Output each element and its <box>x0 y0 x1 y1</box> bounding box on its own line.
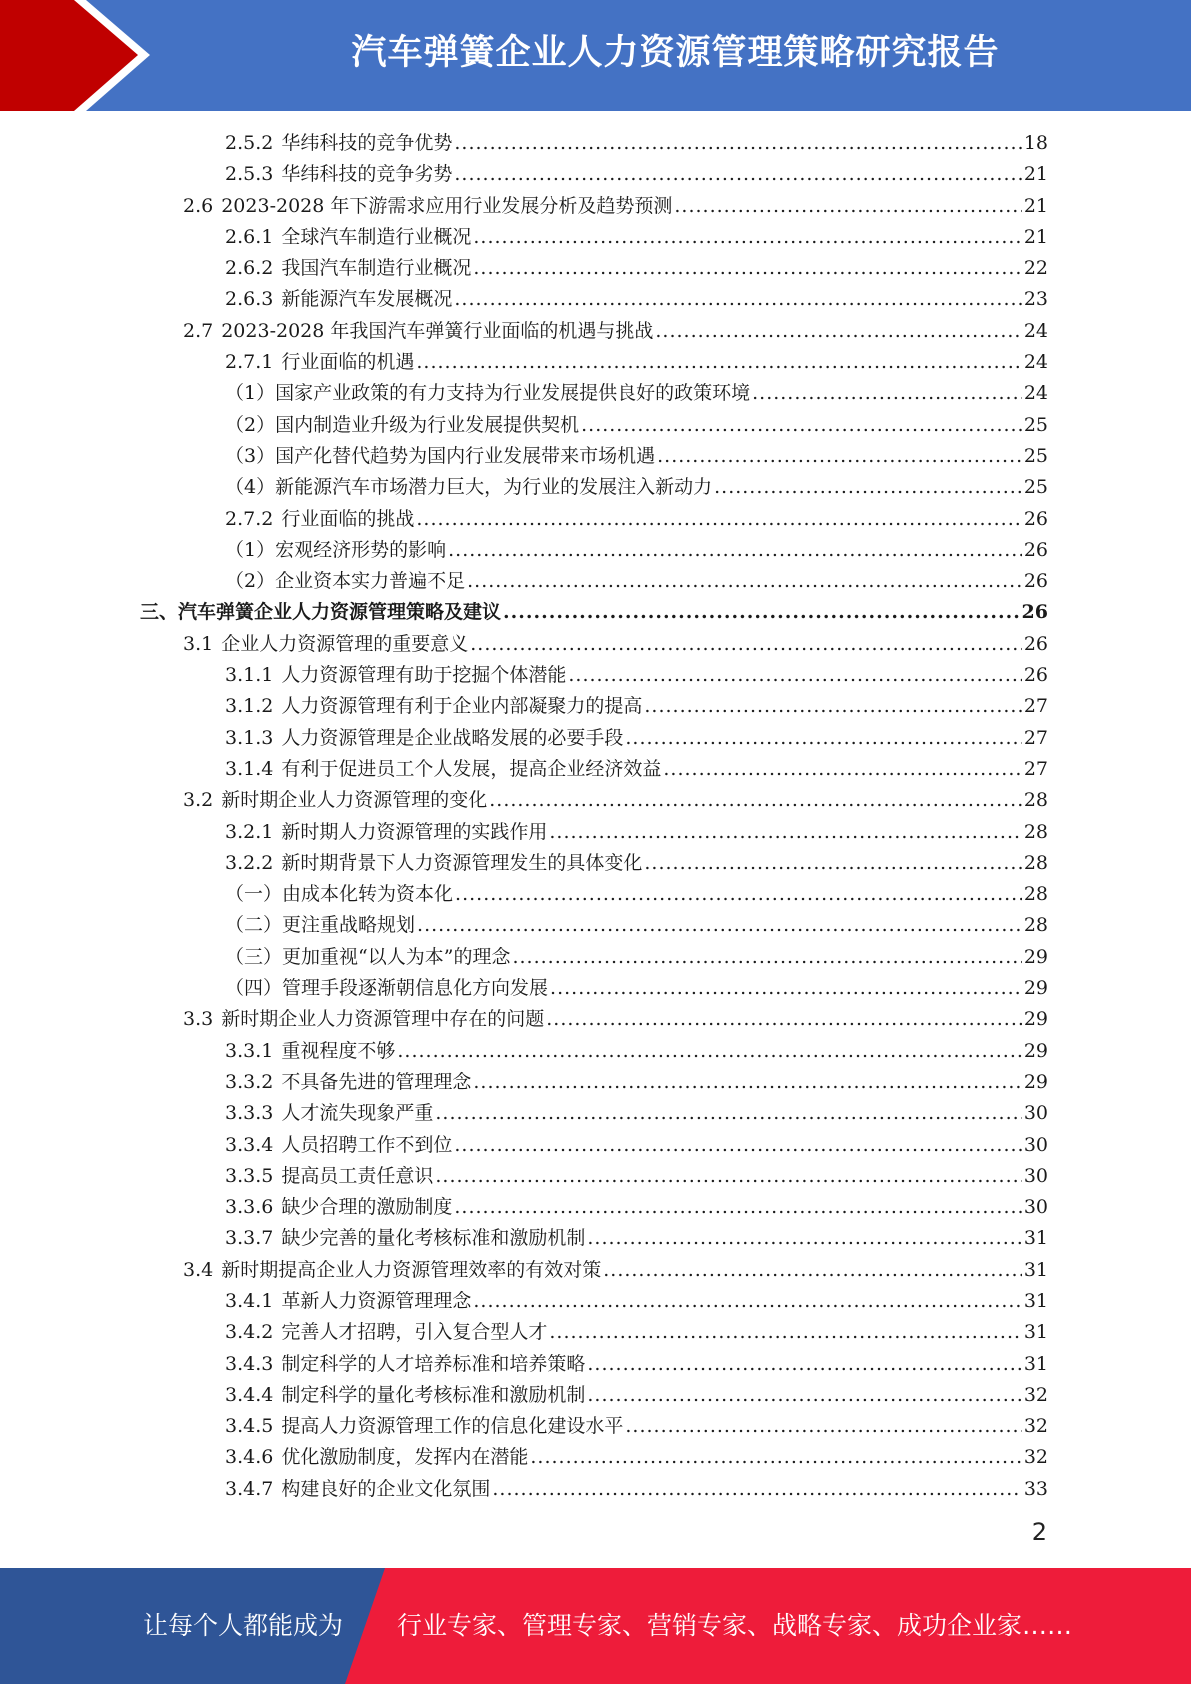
toc-entry-label: 2023-2028 年我国汽车弹簧行业面临的机遇与挑战 <box>221 319 654 342</box>
toc-entry-number: 3.1.4 <box>225 757 274 780</box>
toc-dot-leader <box>435 1098 1021 1129</box>
toc-entry-number: 2.5.3 <box>225 163 274 186</box>
toc-entry-label: 新时期企业人力资源管理的变化 <box>221 789 488 812</box>
toc-entry[interactable] <box>0 910 1191 941</box>
toc-entry[interactable] <box>0 942 1191 973</box>
toc-entry-label: 更注重战略规划 <box>282 914 416 937</box>
toc-entry-number: 3.1.3 <box>225 726 274 749</box>
toc-entry-page: 31 <box>1023 1321 1048 1344</box>
toc-dot-leader <box>714 472 1022 503</box>
toc-entry[interactable] <box>0 1286 1191 1317</box>
toc-dot-leader <box>587 1223 1021 1254</box>
toc-entry-label: 更加重视“以人为本”的理念 <box>282 945 511 968</box>
toc-entry-label: 国内制造业升级为行业发展提供契机 <box>275 413 580 436</box>
toc-entry-page: 31 <box>1023 1289 1048 1312</box>
toc-entry-label: 华纬科技的竞争劣势 <box>281 163 453 186</box>
toc-entry-label: 宏观经济形势的影响 <box>275 538 447 561</box>
toc-entry-label: 提高人力资源管理工作的信息化建设水平 <box>281 1415 624 1438</box>
toc-entry-label: 企业人力资源管理的重要意义 <box>221 632 469 655</box>
toc-entry-page: 23 <box>1023 288 1048 311</box>
toc-entry-label: 构建良好的企业文化氛围 <box>281 1477 491 1500</box>
toc-dot-leader <box>454 159 1021 190</box>
toc-entry-page: 26 <box>1021 601 1048 624</box>
toc-entry[interactable] <box>0 347 1191 378</box>
toc-entry[interactable] <box>0 817 1191 848</box>
toc-entry-label: 有利于促进员工个人发展，提高企业经济效益 <box>281 757 662 780</box>
toc-entry-number: （2） <box>225 413 276 436</box>
toc-entry-page: 22 <box>1023 257 1048 280</box>
header-chevron-arrow <box>0 0 138 111</box>
toc-entry-number: 3.4.3 <box>225 1352 274 1375</box>
toc-entry-page: 31 <box>1023 1227 1048 1250</box>
toc-entry[interactable] <box>0 785 1191 816</box>
toc-dot-leader <box>473 222 1021 253</box>
toc-dot-leader <box>397 1036 1021 1067</box>
toc-entry[interactable] <box>0 1223 1191 1254</box>
toc-entry-page: 30 <box>1023 1102 1048 1125</box>
toc-entry-page: 18 <box>1023 132 1048 154</box>
toc-entry-number: 3.2.2 <box>225 851 274 874</box>
toc-entry[interactable] <box>0 597 1191 628</box>
toc-dot-leader <box>503 597 1020 628</box>
toc-dot-leader <box>674 191 1021 222</box>
toc-dot-leader <box>448 535 1022 566</box>
toc-entry-number: 3.3 <box>183 1008 214 1031</box>
toc-entry-label: 人员招聘工作不到位 <box>281 1133 453 1156</box>
toc-entry[interactable] <box>0 1380 1191 1411</box>
toc-entry-page: 30 <box>1023 1196 1048 1219</box>
toc-entry-page: 29 <box>1023 1008 1048 1031</box>
footer-slogan-right: 行业专家、管理专家、营销专家、战略专家、成功企业家…… <box>397 1611 1073 1640</box>
toc-entry-number: 3.4.6 <box>225 1446 274 1469</box>
toc-entry-number: （三） <box>225 945 283 968</box>
toc-dot-leader <box>416 504 1021 535</box>
toc-entry-page: 28 <box>1023 851 1048 874</box>
toc-entry-number: 2.7.1 <box>225 351 274 374</box>
toc-dot-leader <box>417 910 1022 941</box>
toc-entry-label: 企业资本实力普遍不足 <box>275 570 466 593</box>
toc-entry-label: 制定科学的量化考核标准和激励机制 <box>281 1383 586 1406</box>
toc-entry-page: 28 <box>1023 914 1048 937</box>
toc-entry-label: 新能源汽车发展概况 <box>281 288 453 311</box>
toc-dot-leader <box>625 723 1021 754</box>
toc-entry-number: 3.4.4 <box>225 1383 274 1406</box>
toc-entry-number: 3.2.1 <box>225 820 274 843</box>
toc-dot-leader <box>489 785 1022 816</box>
toc-entry-number: （1） <box>225 538 276 561</box>
toc-entry-number: （2） <box>225 570 276 593</box>
toc-entry-number: 3.3.6 <box>225 1196 274 1219</box>
toc-entry[interactable] <box>0 1411 1191 1442</box>
toc-entry-number: 2.7.2 <box>225 507 274 530</box>
toc-dot-leader <box>625 1411 1021 1442</box>
toc-entry-page: 32 <box>1023 1383 1048 1406</box>
toc-entry[interactable] <box>0 660 1191 691</box>
toc-dot-leader <box>657 441 1022 472</box>
page-header <box>0 0 1191 111</box>
toc-entry[interactable] <box>0 1067 1191 1098</box>
toc-entry[interactable] <box>0 1161 1191 1192</box>
toc-entry[interactable] <box>0 1036 1191 1067</box>
toc-entry-label: 人力资源管理是企业战略发展的必要手段 <box>281 726 624 749</box>
toc-entry-label: 新时期人力资源管理的实践作用 <box>281 820 548 843</box>
toc-entry[interactable] <box>0 222 1191 253</box>
toc-entry[interactable] <box>0 1474 1191 1505</box>
toc-dot-leader <box>530 1442 1021 1473</box>
toc-dot-leader <box>587 1349 1021 1380</box>
toc-entry-label: 完善人才招聘，引入复合型人才 <box>281 1321 548 1344</box>
toc-entry-number: （二） <box>225 914 283 937</box>
toc-entry-page: 32 <box>1023 1415 1048 1438</box>
toc-entry-number: （1） <box>225 382 276 405</box>
toc-entry-page: 25 <box>1023 413 1048 436</box>
toc-entry[interactable] <box>0 159 1191 190</box>
toc-entry-number: 3.4.5 <box>225 1415 274 1438</box>
toc-entry[interactable] <box>0 1192 1191 1223</box>
toc-dot-leader <box>549 817 1021 848</box>
toc-entry-number: （3） <box>225 444 276 467</box>
toc-entry[interactable] <box>0 1442 1191 1473</box>
toc-entry[interactable] <box>0 1317 1191 1348</box>
toc-entry-label: 提高员工责任意识 <box>281 1164 434 1187</box>
toc-entry-page: 31 <box>1023 1352 1048 1375</box>
toc-entry-page: 28 <box>1023 820 1048 843</box>
toc-entry-page: 31 <box>1023 1258 1048 1281</box>
toc-entry-number: 3.4 <box>183 1258 214 1281</box>
toc-dot-leader <box>587 1380 1021 1411</box>
toc-entry-number: 3.4.1 <box>225 1289 274 1312</box>
footer-slogan-left: 让每个人都能成为 <box>143 1611 344 1640</box>
toc-entry-label: 新时期企业人力资源管理中存在的问题 <box>221 1008 545 1031</box>
toc-entry-label: 人才流失现象严重 <box>281 1102 434 1125</box>
toc-dot-leader <box>655 316 1021 347</box>
toc-entry[interactable] <box>0 566 1191 597</box>
table-of-contents <box>0 128 1191 1505</box>
toc-entry[interactable] <box>0 284 1191 315</box>
toc-entry-number: 3.1 <box>183 632 214 655</box>
toc-entry-number: 3.3.2 <box>225 1070 274 1093</box>
toc-dot-leader <box>473 1067 1021 1098</box>
toc-entry-number: （4） <box>225 476 276 499</box>
toc-dot-leader <box>454 1130 1021 1161</box>
toc-entry[interactable] <box>0 973 1191 1004</box>
toc-entry-number: 3.1.1 <box>225 664 274 687</box>
toc-entry[interactable] <box>0 128 1191 159</box>
toc-entry-page: 27 <box>1023 695 1048 718</box>
toc-entry-page: 21 <box>1023 194 1048 217</box>
toc-entry-number: 3.4.2 <box>225 1321 274 1344</box>
toc-dot-leader <box>473 253 1021 284</box>
toc-entry-page: 24 <box>1023 382 1048 405</box>
toc-entry-number: 2.6 <box>183 194 214 217</box>
toc-entry-page: 29 <box>1023 1039 1048 1062</box>
toc-entry-page: 24 <box>1023 319 1048 342</box>
toc-entry-page: 24 <box>1023 351 1048 374</box>
toc-entry-number: （一） <box>225 883 283 906</box>
toc-dot-leader <box>546 1004 1022 1035</box>
toc-dot-leader <box>644 848 1021 879</box>
toc-dot-leader <box>581 410 1022 441</box>
toc-entry-label: 我国汽车制造行业概况 <box>281 257 472 280</box>
toc-entry-label: 行业面临的挑战 <box>281 507 415 530</box>
toc-entry[interactable] <box>0 1004 1191 1035</box>
toc-dot-leader <box>752 378 1022 409</box>
toc-entry-number: 3.2 <box>183 789 214 812</box>
toc-entry-number: 三、 <box>140 601 179 624</box>
toc-entry-number: 2.5.2 <box>225 132 274 154</box>
toc-entry[interactable] <box>0 723 1191 754</box>
toc-entry-label: 革新人力资源管理理念 <box>281 1289 472 1312</box>
toc-entry[interactable] <box>0 1255 1191 1286</box>
toc-entry-page: 26 <box>1023 632 1048 655</box>
toc-entry-page: 25 <box>1023 444 1048 467</box>
toc-entry-page: 30 <box>1023 1164 1048 1187</box>
toc-dot-leader <box>416 347 1021 378</box>
toc-entry[interactable] <box>0 378 1191 409</box>
toc-entry[interactable] <box>0 754 1191 785</box>
toc-entry[interactable] <box>0 504 1191 535</box>
toc-entry-number: 3.1.2 <box>225 695 274 718</box>
toc-entry-page: 26 <box>1023 664 1048 687</box>
toc-entry-label: 重视程度不够 <box>281 1039 396 1062</box>
toc-entry-number: （四） <box>225 977 283 1000</box>
toc-entry[interactable] <box>0 1349 1191 1380</box>
toc-entry-page: 29 <box>1023 1070 1048 1093</box>
toc-entry-label: 缺少完善的量化考核标准和激励机制 <box>281 1227 586 1250</box>
toc-entry[interactable] <box>0 1130 1191 1161</box>
toc-entry-page: 29 <box>1023 945 1048 968</box>
toc-entry-page: 26 <box>1023 570 1048 593</box>
toc-entry-number: 3.3.3 <box>225 1102 274 1125</box>
toc-entry[interactable] <box>0 191 1191 222</box>
toc-entry-page: 32 <box>1023 1446 1048 1469</box>
toc-entry-number: 2.6.2 <box>225 257 274 280</box>
toc-entry-label: 华纬科技的竞争优势 <box>281 132 453 154</box>
toc-entry-number: 3.3.1 <box>225 1039 274 1062</box>
toc-entry-page: 28 <box>1023 789 1048 812</box>
toc-entry[interactable] <box>0 848 1191 879</box>
toc-entry-label: 2023-2028 年下游需求应用行业发展分析及趋势预测 <box>221 194 673 217</box>
toc-entry-page: 28 <box>1023 883 1048 906</box>
toc-entry[interactable] <box>0 316 1191 347</box>
toc-entry-number: 2.7 <box>183 319 214 342</box>
page-number: 2 <box>1031 1518 1047 1546</box>
report-title: 汽车弹簧企业人力资源管理策略研究报告 <box>351 33 1000 73</box>
toc-dot-leader <box>470 629 1022 660</box>
toc-entry-label: 由成本化转为资本化 <box>282 883 454 906</box>
toc-entry-label: 全球汽车制造行业概况 <box>281 225 472 248</box>
toc-dot-leader <box>454 128 1021 159</box>
toc-entry-number: 3.3.7 <box>225 1227 274 1250</box>
toc-entry-page: 30 <box>1023 1133 1048 1156</box>
toc-entry[interactable] <box>0 441 1191 472</box>
toc-entry-label: 缺少合理的激励制度 <box>281 1196 453 1219</box>
toc-entry-page: 27 <box>1023 726 1048 749</box>
toc-dot-leader <box>454 1192 1021 1223</box>
toc-entry-page: 33 <box>1023 1477 1048 1500</box>
toc-entry-label: 新时期提高企业人力资源管理效率的有效对策 <box>221 1258 602 1281</box>
toc-entry-label: 优化激励制度，发挥内在潜能 <box>281 1446 529 1469</box>
toc-dot-leader <box>467 566 1022 597</box>
toc-dot-leader <box>603 1255 1022 1286</box>
toc-entry-label: 不具备先进的管理理念 <box>281 1070 472 1093</box>
toc-entry-page: 26 <box>1023 507 1048 530</box>
toc-entry[interactable] <box>0 629 1191 660</box>
toc-dot-leader <box>435 1161 1021 1192</box>
toc-dot-leader <box>644 691 1021 722</box>
toc-entry-number: 3.4.7 <box>225 1477 274 1500</box>
toc-dot-leader <box>568 660 1021 691</box>
toc-entry[interactable] <box>0 253 1191 284</box>
toc-entry-label: 管理手段逐渐朝信息化方向发展 <box>282 977 549 1000</box>
toc-entry-label: 行业面临的机遇 <box>281 351 415 374</box>
toc-entry-label: 国家产业政策的有力支持为行业发展提供良好的政策环境 <box>275 382 751 405</box>
toc-dot-leader <box>663 754 1021 785</box>
toc-entry-number: 3.3.5 <box>225 1164 274 1187</box>
toc-entry-label: 制定科学的人才培养标准和培养策略 <box>281 1352 586 1375</box>
toc-entry[interactable] <box>0 1098 1191 1129</box>
toc-dot-leader <box>455 879 1022 910</box>
toc-entry-label: 人力资源管理有利于企业内部凝聚力的提高 <box>281 695 643 718</box>
toc-entry-label: 汽车弹簧企业人力资源管理策略及建议 <box>178 601 502 624</box>
toc-entry-label: 国产化替代趋势为国内行业发展带来市场机遇 <box>275 444 656 467</box>
toc-dot-leader <box>549 1317 1021 1348</box>
toc-entry[interactable] <box>0 691 1191 722</box>
toc-entry-label: 人力资源管理有助于挖掘个体潜能 <box>281 664 567 687</box>
toc-entry-number: 3.3.4 <box>225 1133 274 1156</box>
toc-entry[interactable] <box>0 879 1191 910</box>
toc-entry-number: 2.6.1 <box>225 225 274 248</box>
toc-entry[interactable] <box>0 472 1191 503</box>
toc-entry-label: 新能源汽车市场潜力巨大，为行业的发展注入新动力 <box>275 476 713 499</box>
toc-entry-page: 27 <box>1023 757 1048 780</box>
toc-entry-page: 29 <box>1023 977 1048 1000</box>
toc-entry-page: 26 <box>1023 538 1048 561</box>
toc-dot-leader <box>492 1474 1021 1505</box>
toc-dot-leader <box>512 942 1021 973</box>
toc-entry[interactable] <box>0 410 1191 441</box>
toc-dot-leader <box>454 284 1021 315</box>
toc-entry-page: 21 <box>1023 163 1048 186</box>
page-footer <box>0 1568 1191 1684</box>
toc-entry-number: 2.6.3 <box>225 288 274 311</box>
toc-dot-leader <box>473 1286 1021 1317</box>
toc-entry-page: 21 <box>1023 225 1048 248</box>
toc-entry-page: 25 <box>1023 476 1048 499</box>
toc-entry[interactable] <box>0 535 1191 566</box>
toc-entry-label: 新时期背景下人力资源管理发生的具体变化 <box>281 851 643 874</box>
toc-dot-leader <box>550 973 1022 1004</box>
